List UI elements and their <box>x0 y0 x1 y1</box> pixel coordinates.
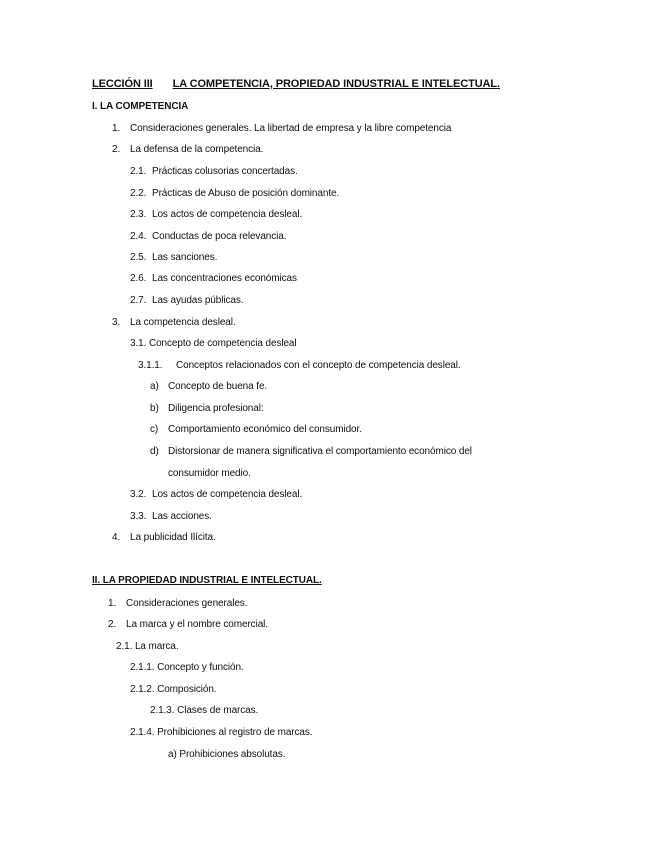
list-item-text: Concepto de buena fe. <box>168 381 268 392</box>
list-item-text: Consideraciones generales. <box>126 598 248 609</box>
list-item-a: a) Prohibiciones absolutas. <box>168 749 286 760</box>
list-item-3-2 <box>130 489 302 501</box>
list-item-number: 2. <box>112 144 121 155</box>
list-item-number: d) <box>150 446 159 457</box>
list-item-1 <box>108 598 247 610</box>
list-item-text: La defensa de la competencia. <box>130 144 264 155</box>
list-item-2-1 <box>130 166 298 178</box>
list-item-text: Consideraciones generales. La libertad de empresa y la libre competencia <box>130 123 452 134</box>
list-item-d-continuation: consumidor medio. <box>168 468 251 479</box>
list-item-number: 1. <box>112 123 121 134</box>
list-item-2-3 <box>130 209 302 221</box>
list-item-text: Las sanciones. <box>152 252 218 263</box>
list-item-text: La competencia desleal. <box>130 317 236 328</box>
list-item-number: 2.1. <box>130 166 147 177</box>
list-item-number: 2.5. <box>130 252 147 263</box>
list-item-2-1-4: 2.1.4. Prohibiciones al registro de marcas. <box>130 727 313 738</box>
list-item-number: 3. <box>112 317 121 328</box>
list-item-text: Diligencia profesional: <box>168 403 264 414</box>
lesson-title <box>92 78 500 90</box>
list-item-text: Las acciones. <box>152 511 212 522</box>
list-item-2 <box>112 144 263 156</box>
list-item-2-4 <box>130 231 286 243</box>
list-item-text: Los actos de competencia desleal. <box>152 489 303 500</box>
list-item-3 <box>112 317 236 329</box>
list-item-text: La marca y el nombre comercial. <box>126 619 268 630</box>
list-item-4 <box>112 532 216 544</box>
list-item-text: Conceptos relacionados con el concepto de competencia desleal. <box>176 360 461 371</box>
list-item-number: 4. <box>112 532 121 543</box>
list-item-2-2 <box>130 188 339 200</box>
list-item-number: 2. <box>108 619 117 630</box>
list-item-text: Distorsionar de manera significativa el comportamiento económico del <box>168 446 472 457</box>
list-item-3-3 <box>130 511 212 523</box>
list-item-number: 2.3. <box>130 209 147 220</box>
list-item-number: 2.2. <box>130 188 147 199</box>
list-item-text: Prácticas colusorias concertadas. <box>152 166 298 177</box>
list-item-2 <box>108 619 268 631</box>
list-item-text: La publicidad Ilícita. <box>130 532 216 543</box>
list-item-d <box>150 446 472 458</box>
list-item-2-1-2: 2.1.2. Composición. <box>130 684 217 695</box>
list-item-3-1-1 <box>138 360 461 372</box>
list-item-number: 3.2. <box>130 489 147 500</box>
section-2-heading: II. LA PROPIEDAD INDUSTRIAL E INTELECTUAL. <box>92 575 322 586</box>
list-item-number: a) <box>150 381 159 392</box>
list-item-c <box>150 424 362 436</box>
list-item-text: Prácticas de Abuso de posición dominante. <box>152 188 340 199</box>
list-item-number: b) <box>150 403 159 414</box>
list-item-3-1: 3.1. Concepto de competencia desleal <box>130 338 297 349</box>
list-item-number: 1. <box>108 598 117 609</box>
list-item-b <box>150 403 264 415</box>
lesson-number: LECCIÓN III <box>92 78 153 90</box>
list-item-text: Conductas de poca relevancia. <box>152 231 287 242</box>
list-item-2-7 <box>130 295 243 307</box>
list-item-text: Comportamiento económico del consumidor. <box>168 424 362 435</box>
list-item-2-5 <box>130 252 217 264</box>
list-item-text: Las ayudas públicas. <box>152 295 244 306</box>
list-item-2-1: 2.1. La marca. <box>116 641 179 652</box>
list-item-number: 2.7. <box>130 295 147 306</box>
list-item-text: Las concentraciones económicas <box>152 273 297 284</box>
list-item-a <box>150 381 267 393</box>
list-item-2-6 <box>130 273 297 285</box>
list-item-number: 3.3. <box>130 511 147 522</box>
list-item-text: Los actos de competencia desleal. <box>152 209 303 220</box>
list-item-number: 2.4. <box>130 231 147 242</box>
list-item-1 <box>112 123 451 135</box>
lesson-title-text: LA COMPETENCIA, PROPIEDAD INDUSTRIAL E INTELECTUAL. <box>172 78 500 90</box>
section-1-heading: I. LA COMPETENCIA <box>92 101 189 112</box>
list-item-number: c) <box>150 424 159 435</box>
list-item-2-1-1: 2.1.1. Concepto y función. <box>130 662 244 673</box>
list-item-number: 3.1.1. <box>138 360 163 371</box>
list-item-2-1-3: 2.1.3. Clases de marcas. <box>150 705 259 716</box>
list-item-number: 2.6. <box>130 273 147 284</box>
